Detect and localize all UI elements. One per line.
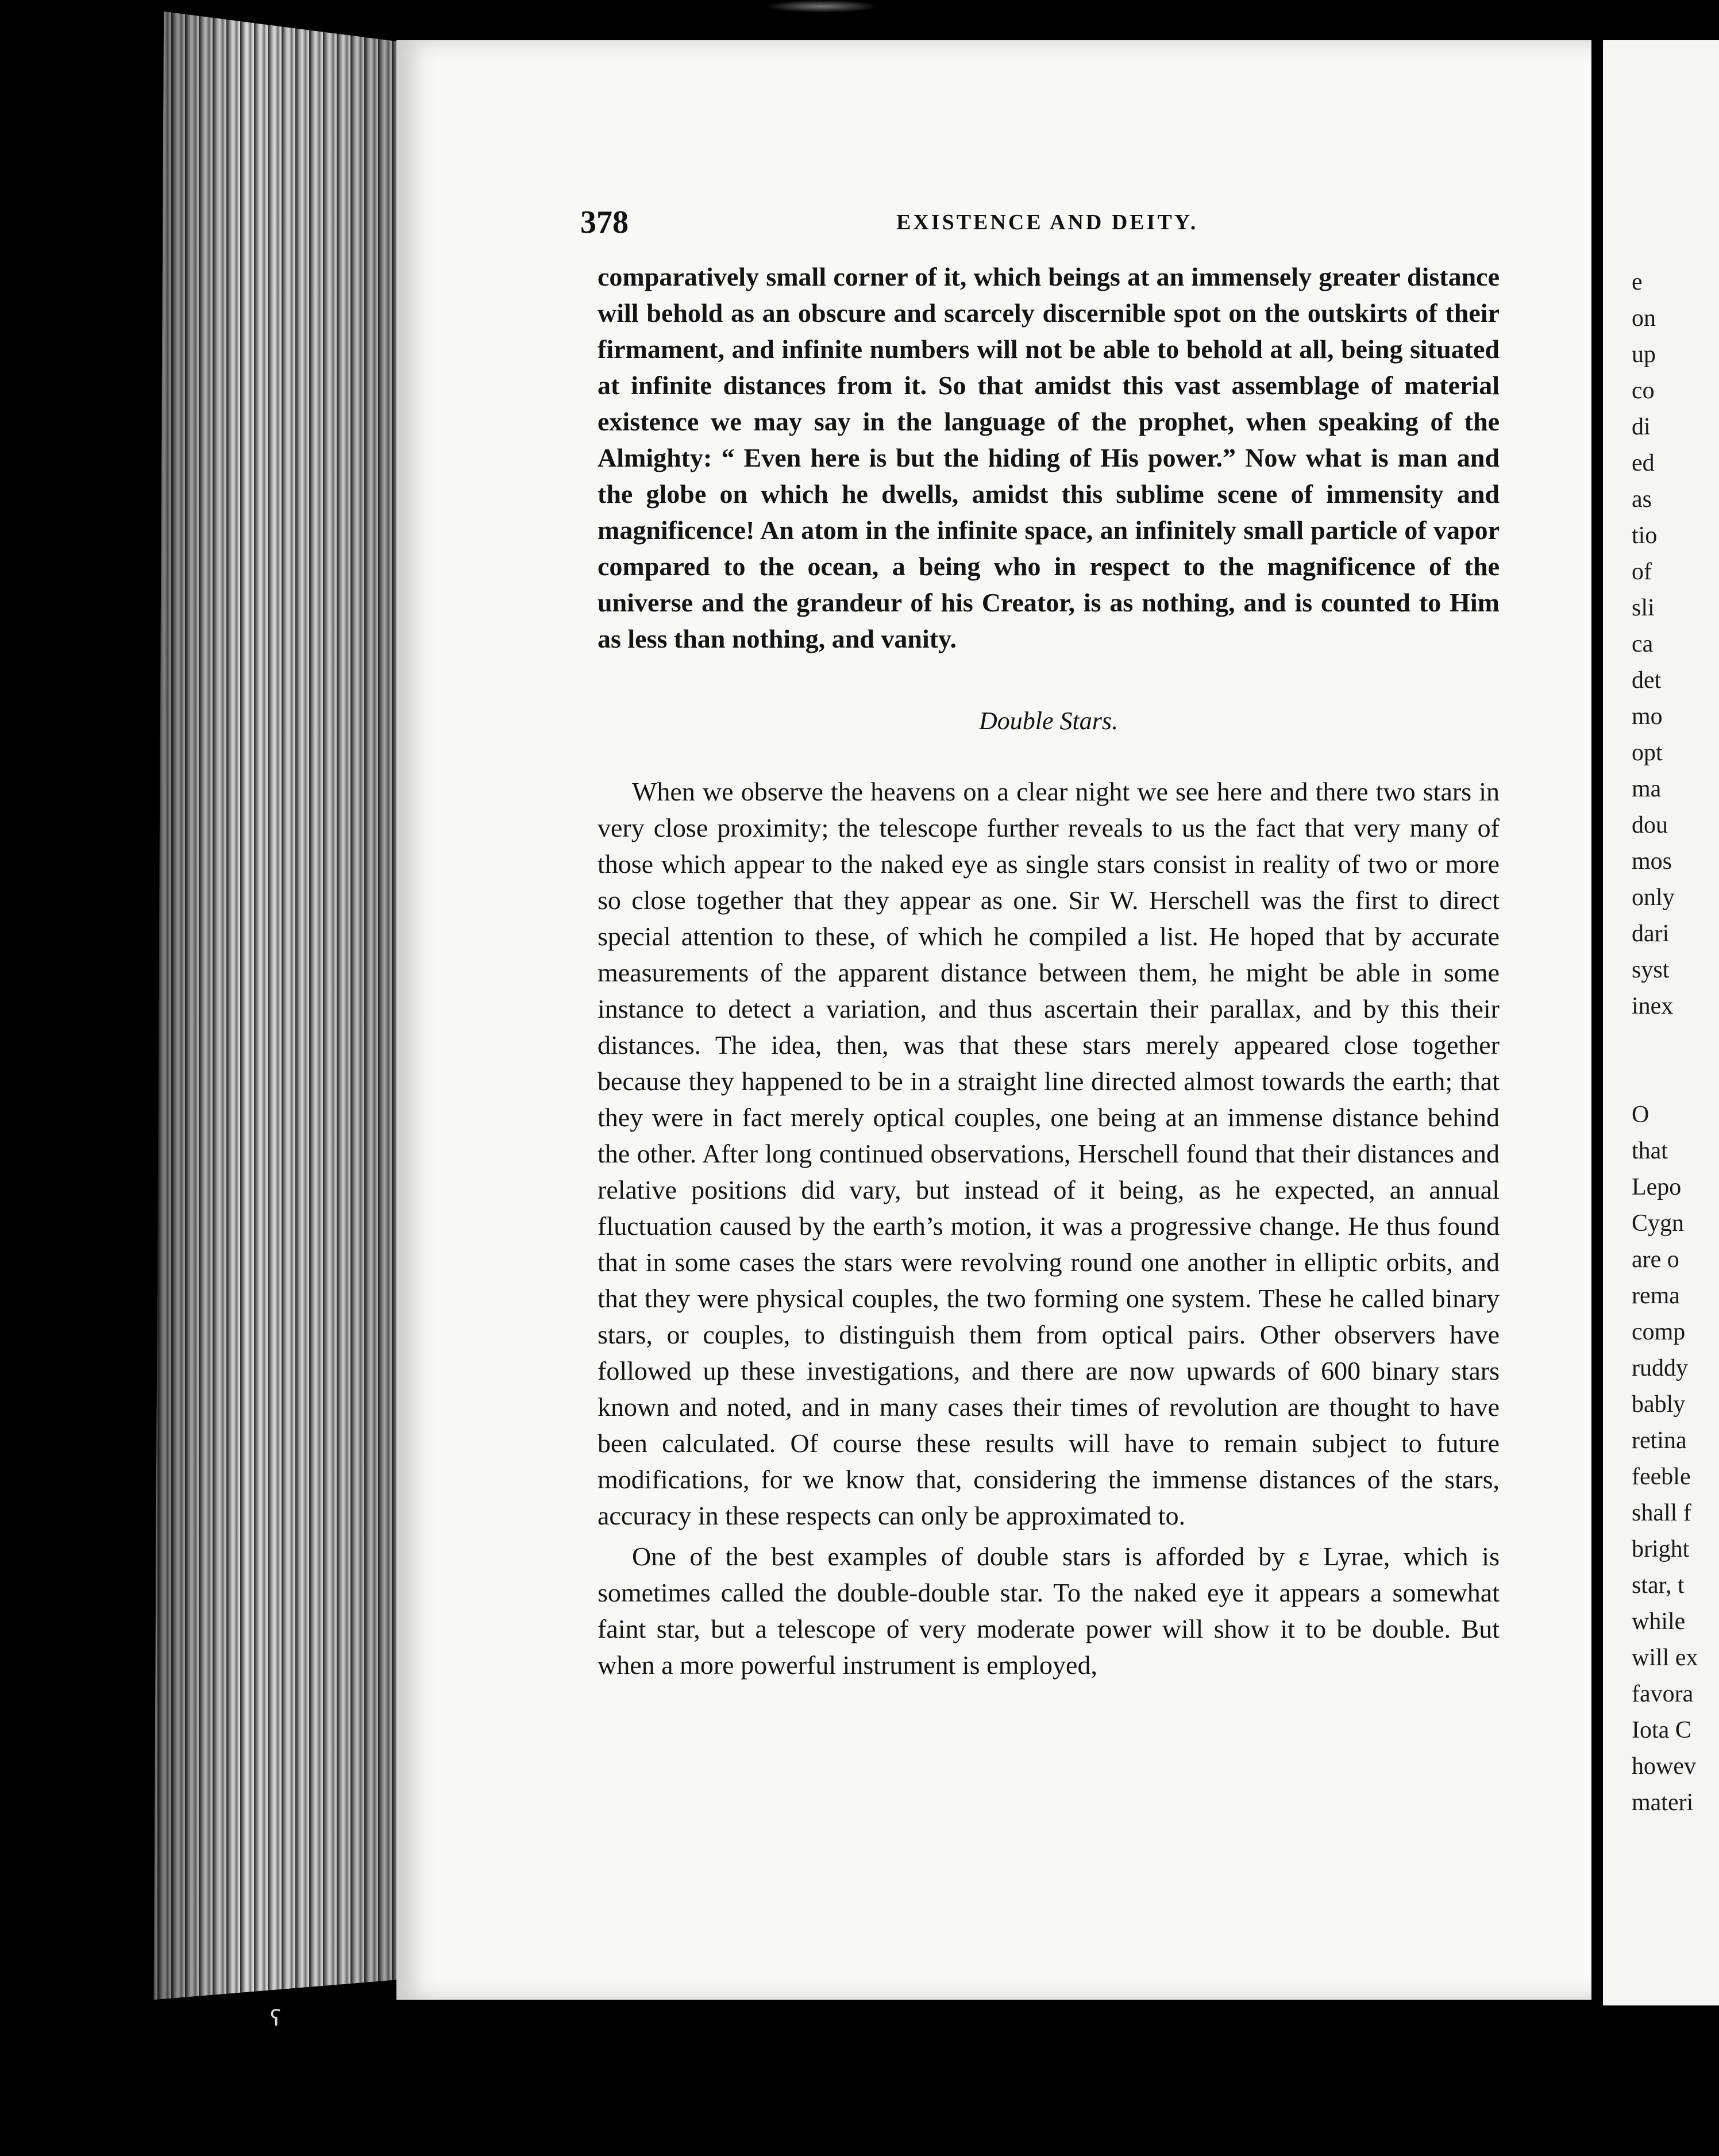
- facing-line: that: [1632, 1138, 1668, 1164]
- facing-line: sli: [1632, 595, 1655, 621]
- facing-line: howev: [1632, 1753, 1696, 1780]
- facing-line: ruddy: [1632, 1355, 1688, 1381]
- scan-mark-icon: ʕ: [270, 2005, 282, 2031]
- facing-line: dari: [1632, 921, 1670, 947]
- paragraph-top: comparatively small corner of it, which beings at an immensely greater distance will behold as an obscure and scarcely discernible spot on the outskirts of their firmament, and infinite numbers will not be able to behold at all, being situated at infinite distances from it. So that amidst this vast assemblage of material existence we may say in the language of the prophet, when speaking of the Almighty: “ Even here is but the hiding of His power.” Now what is man and the globe on which he dwells, amidst this sublime scene of immensity and magnificence! An atom in the infinite space, an infinitely small particle of vapor compared to the ocean, a being who in respect to the magnificence of the universe and the grandeur of his Creator, is as nothing, and is counted to Him as less than nothing, and vanity.: [598, 262, 1500, 653]
- facing-line: retina: [1632, 1427, 1687, 1454]
- facing-line: on: [1632, 305, 1656, 332]
- facing-line: opt: [1632, 740, 1663, 766]
- facing-line: materi: [1632, 1789, 1694, 1816]
- facing-line: tio: [1632, 522, 1658, 549]
- facing-line: bably: [1632, 1391, 1686, 1418]
- facing-line: will ex: [1632, 1645, 1698, 1671]
- facing-line: shall f: [1632, 1500, 1691, 1526]
- page-edges-shade: [144, 11, 396, 2000]
- page-number: 378: [580, 205, 629, 240]
- facing-line: co: [1632, 378, 1655, 404]
- paragraph-1: When we observe the heavens on a clear night we see here and there two stars in very close proximity; the telescope further reveals to us the fact that very many of those which appear to the naked eye as single stars consist in reality of two or more so close together that they appear as one. Sir W. Herschell was the first to direct special attention to these, of which he compiled a list. He hoped that by accurate measurements of the apparent distance between them, he might be able in some instance to detect a variation, and thus ascertain their parallax, and by this their distances. The idea, then, was that these stars merely appeared close together because they happened to be in a straight line directed almost towards the earth; that they were in fact merely optical couples, one being at an immense distance behind the other. After long continued observations, Herschell found that their distances and relative positions did vary, but instead of it being, as he expected, an annual fluctuation caused by the earth’s motion, it was a progressive change. He thus found that in some cases the stars were revolving round one another in elliptic orbits, and that they were physical couples, the two forming one system. These he called binary stars, or couples, to distinguish them from optical pairs. Other observers have followed up these investigations, and there are now upwards of 600 binary stars known and noted, and in many cases their times of revolution are thought to have been calculated. Of course these results will have to remain subject to future modifications, for we know that, considering the immense distances of the stars, accuracy in these respects can only be approximated to.: [598, 777, 1500, 1530]
- running-head: [580, 204, 1500, 244]
- facing-line: only: [1632, 884, 1675, 911]
- facing-line: are o: [1632, 1246, 1679, 1273]
- facing-line: feeble: [1632, 1464, 1691, 1490]
- page-body: [598, 259, 1500, 1683]
- facing-line: while: [1632, 1608, 1686, 1635]
- top-smudge: [764, 0, 879, 13]
- section-heading: Double Stars.: [979, 707, 1118, 735]
- facing-line: rema: [1632, 1283, 1680, 1309]
- facing-line: of: [1632, 559, 1652, 585]
- facing-line: up: [1632, 341, 1656, 368]
- running-head-title: EXISTENCE AND DEITY.: [896, 210, 1198, 234]
- paragraph-2: One of the best examples of double stars is afforded by ε Lyrae, which is sometimes called the double-double star. To the naked eye it appears a somewhat faint star, but a telescope of very moderate power will show it to be double. But when a more powerful instrument is employed,: [598, 1542, 1500, 1680]
- facing-line: O: [1632, 1102, 1649, 1128]
- facing-line: comp: [1632, 1319, 1686, 1345]
- facing-line: [1603, 1025, 1719, 1061]
- facing-line: ma: [1632, 776, 1662, 802]
- facing-line: bright: [1632, 1536, 1690, 1562]
- facing-line: Lepo: [1632, 1174, 1682, 1200]
- facing-line: mos: [1632, 848, 1672, 875]
- facing-line: syst: [1632, 957, 1670, 983]
- facing-line: [1603, 1061, 1719, 1097]
- facing-line: Iota C: [1632, 1717, 1691, 1743]
- facing-page-lines: [1603, 264, 1719, 1821]
- facing-line: ed: [1632, 450, 1655, 476]
- facing-line: inex: [1632, 993, 1674, 1019]
- facing-page: [1603, 40, 1719, 2005]
- facing-line: ca: [1632, 631, 1654, 657]
- facing-line: Cygn: [1632, 1210, 1685, 1237]
- facing-line: as: [1632, 486, 1652, 513]
- facing-line: di: [1632, 414, 1651, 440]
- facing-line: e: [1632, 269, 1643, 295]
- facing-line: mo: [1632, 703, 1663, 730]
- facing-line: star, t: [1632, 1572, 1685, 1599]
- facing-line: det: [1632, 667, 1662, 694]
- facing-line: favora: [1632, 1681, 1694, 1707]
- facing-line: dou: [1632, 812, 1668, 838]
